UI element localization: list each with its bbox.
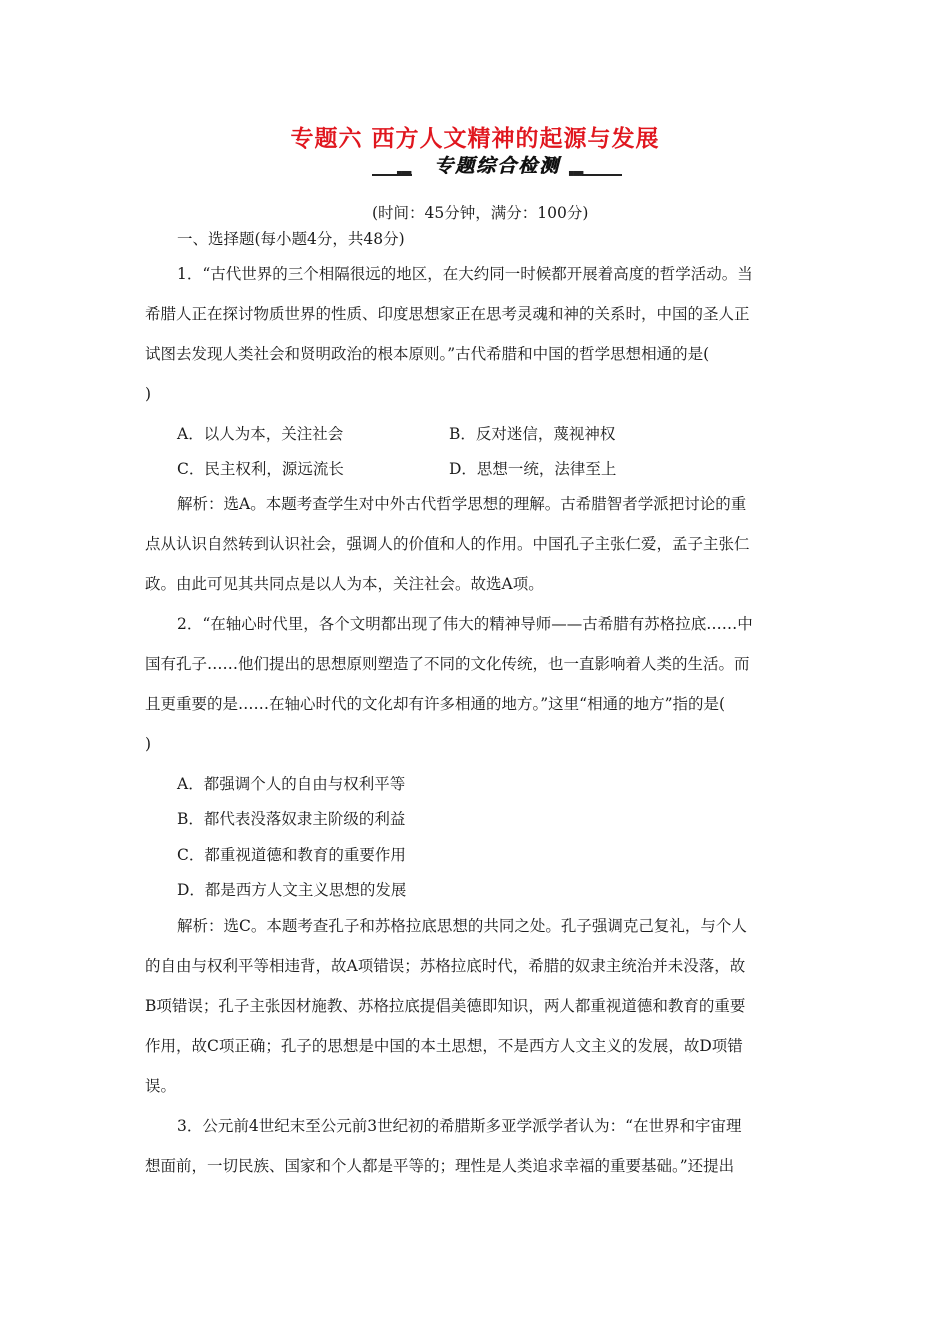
section-heading: 一、选择题(每小题4分，共48分) [177, 230, 405, 248]
q1-analysis-line: 解析：选A。本题考查学生对中外古代哲学思想的理解。古希腊智者学派把讨论的重 [177, 495, 747, 513]
q2-analysis-line: 解析：选C。本题考查孔子和苏格拉底思想的共同之处。孔子强调克己复礼，与个人 [177, 917, 747, 935]
q3-line: 想面前，一切民族、国家和个人都是平等的；理性是人类追求幸福的重要基础。”还提出 [145, 1157, 735, 1175]
q1-line: 试图去发现人类社会和贤明政治的根本原则。”古代希腊和中国的哲学思想相通的是( [145, 345, 710, 363]
section-banner [372, 150, 622, 186]
q1-option-b: B．反对迷信，蔑视神权 [449, 425, 616, 443]
q2-analysis-line: 的自由与权利平等相违背，故A项错误；苏格拉底时代，希腊的奴隶主统治并未没落，故 [145, 957, 746, 975]
q1-option-a: A．以人为本，关注社会 [177, 425, 344, 443]
q3-line: 3．公元前4世纪末至公元前3世纪初的希腊斯多亚学派学者认为：“在世界和宇宙理 [177, 1117, 742, 1135]
q1-line: 希腊人正在探讨物质世界的性质、印度思想家正在思考灵魂和神的关系时，中国的圣人正 [145, 305, 750, 323]
q2-line: 且更重要的是……在轴心时代的文化却有许多相通的地方。”这里“相通的地方”指的是( [145, 695, 726, 713]
q2-option-a: A．都强调个人的自由与权利平等 [177, 775, 406, 793]
banner-label: 专题综合检测 [433, 155, 560, 177]
q1-option-c: C．民主权利，源远流长 [177, 460, 344, 478]
q2-analysis-line: 误。 [145, 1077, 177, 1095]
q1-option-d: D．思想一统，法律至上 [449, 460, 617, 478]
exam-meta: (时间：45分钟，满分：100分) [372, 204, 589, 222]
banner-right-line [582, 174, 622, 176]
q2-option-c: C．都重视道德和教育的重要作用 [177, 846, 406, 864]
q2-option-b: B．都代表没落奴隶主阶级的利益 [177, 810, 406, 828]
banner-right-ornament: ▪▪▪ [568, 168, 583, 179]
q1-line: 1．“古代世界的三个相隔很远的地区，在大约同一时候都开展着高度的哲学活动。当 [177, 265, 753, 283]
q2-analysis-line: 作用，故C项正确；孔子的思想是中国的本土思想，不是西方人文主义的发展，故D项错 [145, 1037, 743, 1055]
q2-line: ) [145, 735, 152, 753]
q1-line: ) [145, 385, 152, 403]
q1-analysis-line: 点从认识自然转到认识社会，强调人的价值和人的作用。中国孔子主张仁爱，孟子主张仁 [145, 535, 750, 553]
banner-left-ornament: ▪▪▪ [396, 168, 411, 179]
q2-analysis-line: B项错误；孔子主张因材施教、苏格拉底提倡美德即知识，两人都重视道德和教育的重要 [145, 997, 746, 1015]
q2-line: 国有孔子……他们提出的思想原则塑造了不同的文化传统，也一直影响着人类的生活。而 [145, 655, 750, 673]
q2-option-d: D．都是西方人文主义思想的发展 [177, 881, 407, 899]
q1-analysis-line: 政。由此可见其共同点是以人为本，关注社会。故选A项。 [145, 575, 544, 593]
q2-line: 2．“在轴心时代里，各个文明都出现了伟大的精神导师——古希腊有苏格拉底……中 [177, 615, 753, 633]
page-title: 专题六 西方人文精神的起源与发展 [290, 126, 660, 152]
